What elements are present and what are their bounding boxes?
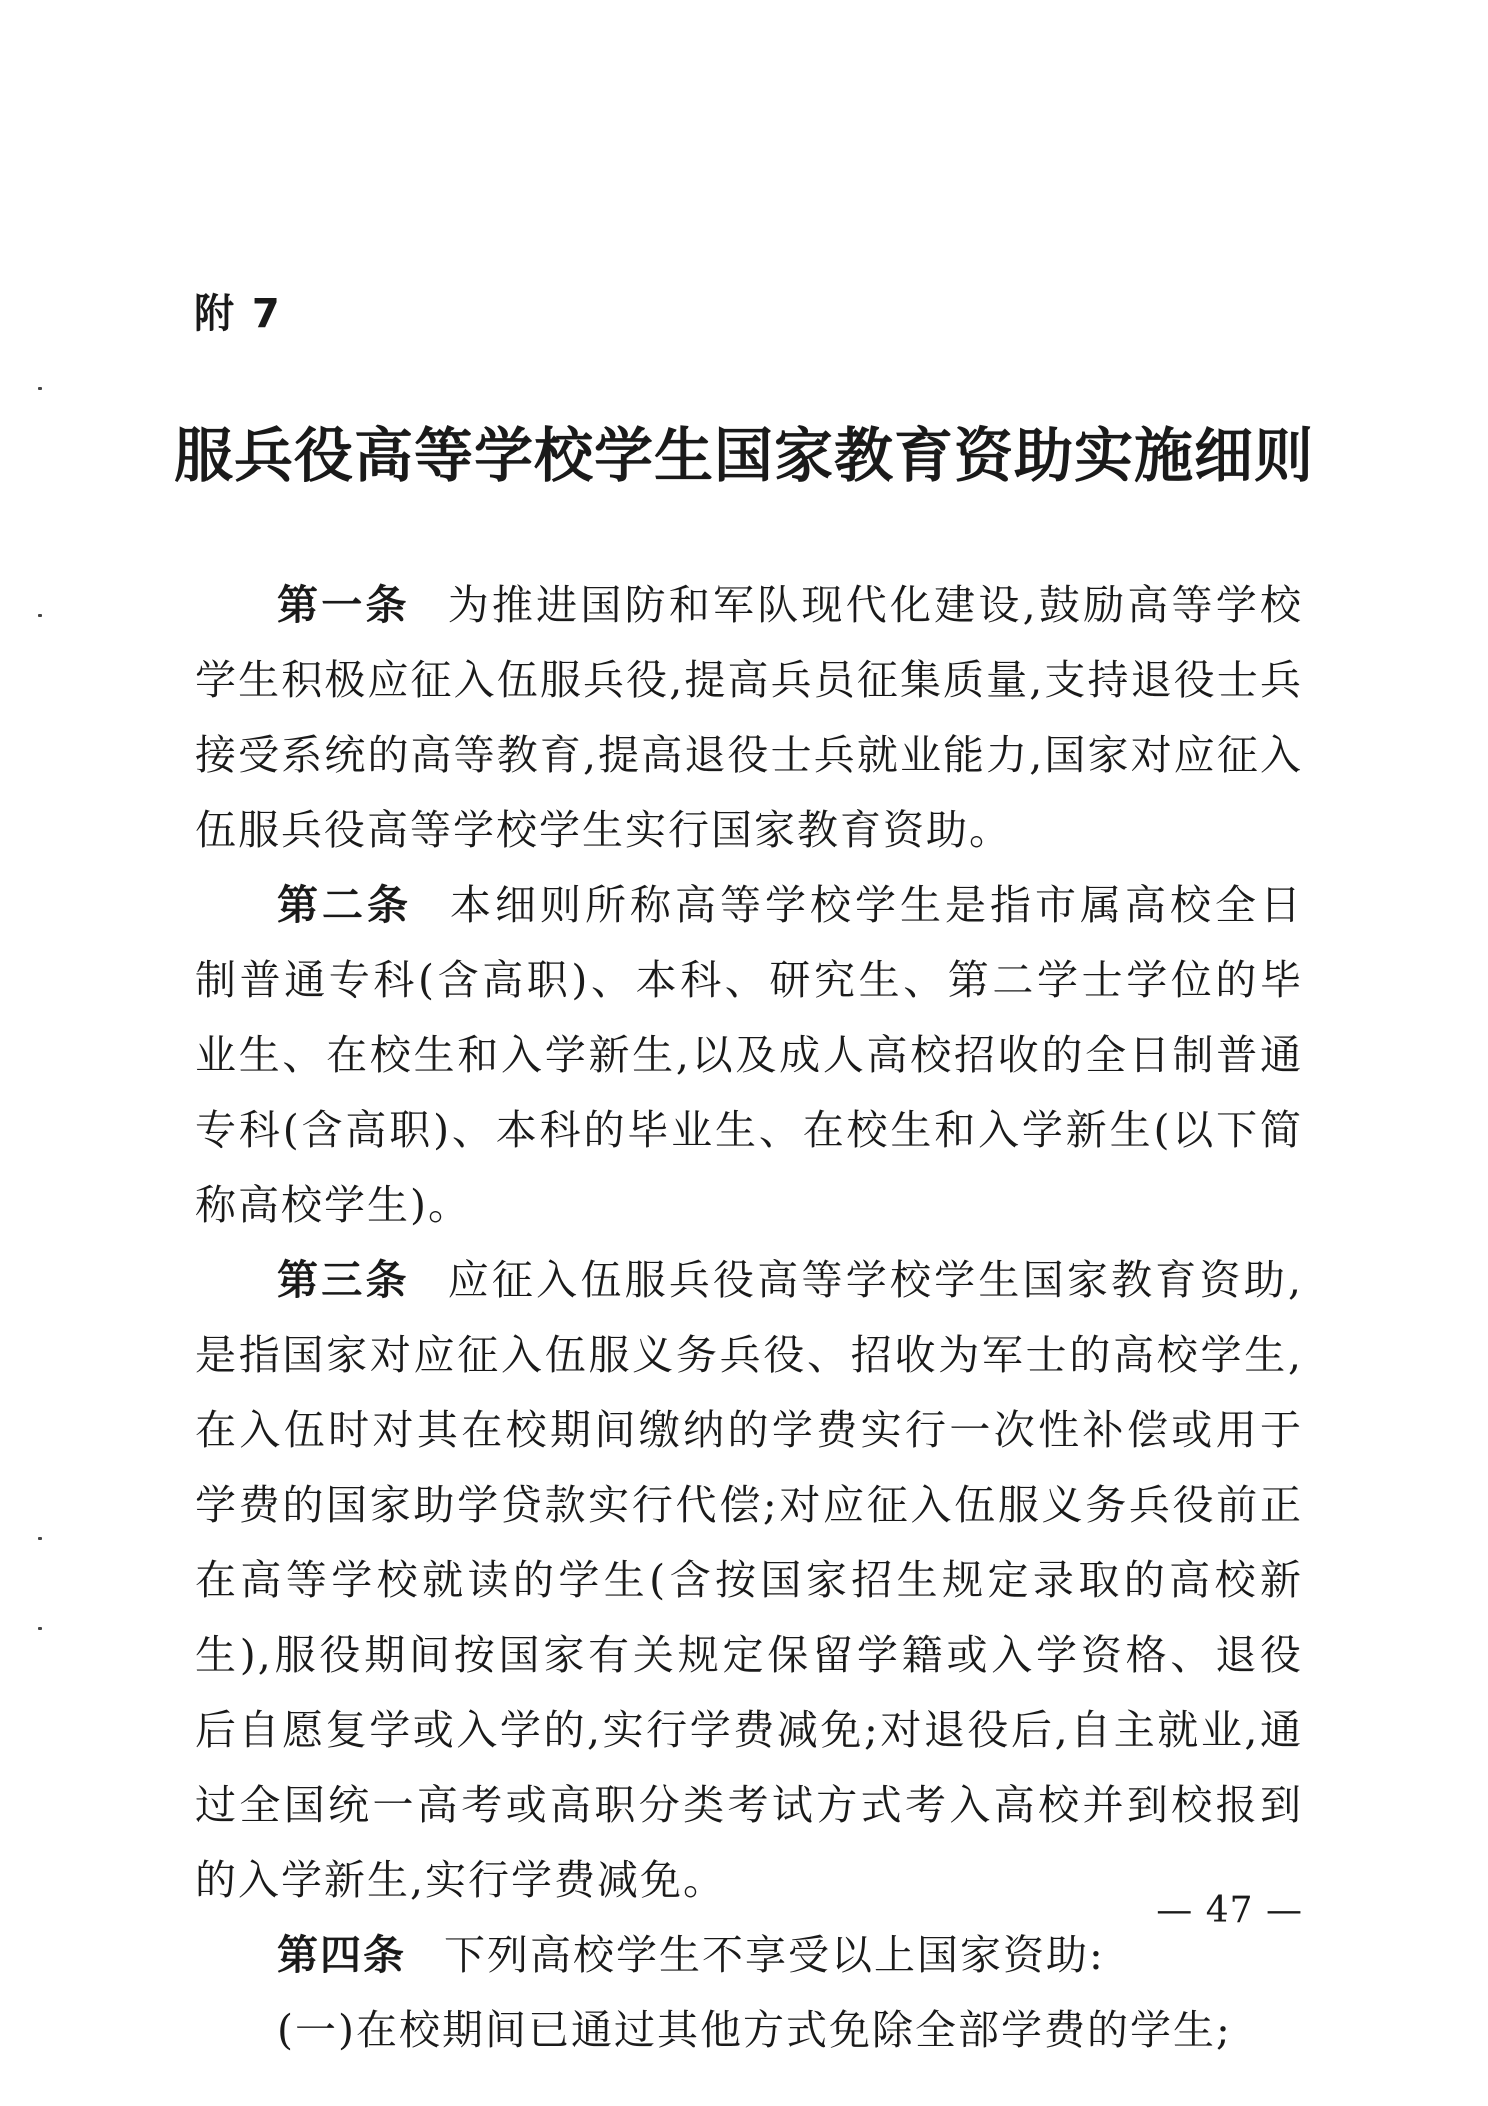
scan-mark — [38, 614, 42, 617]
attachment-label: 附 7 — [194, 291, 282, 337]
document-body — [195, 568, 1303, 2068]
scan-mark — [38, 1627, 42, 1630]
document-title: 服兵役高等学校学生国家教育资助实施细则 — [173, 421, 1314, 490]
page-number: — 47 — — [1156, 1890, 1303, 1931]
article-number: 第二条 — [277, 881, 412, 929]
list-item-paragraph — [195, 1993, 1303, 2068]
article-paragraph — [195, 568, 1303, 868]
article-paragraph — [195, 868, 1303, 1243]
article-number: 第四条 — [277, 1931, 406, 1979]
article-paragraph — [195, 1243, 1303, 1918]
article-text: 下列高校学生不享受以上国家资助: — [444, 1931, 1105, 1979]
list-item-text: (一)在校期间已通过其他方式免除全部学费的学生; — [277, 2006, 1232, 2054]
article-number: 第一条 — [277, 581, 410, 629]
article-text: 为推进国防和军队现代化建设,鼓励高等学校学生积极应征入伍服兵役,提高兵员征集质量,支持退役士兵接受系统的高等教育,提高退役士兵就业能力,国家对应征入伍服兵役高等学校学生实行国家教育资助。 — [195, 581, 1304, 854]
article-number: 第三条 — [277, 1256, 410, 1304]
article-paragraph — [195, 1918, 1303, 1993]
scan-mark — [38, 1537, 42, 1540]
scan-mark — [38, 387, 42, 390]
article-text: 本细则所称高等学校学生是指市属高校全日制普通专科(含高职)、本科、研究生、第二学士学位的毕业生、在校生和入学新生,以及成人高校招收的全日制普通专科(含高职)、本科的毕业生、在校生和入学新生(以下简称高校学生)。 — [195, 881, 1303, 1229]
article-text: 应征入伍服兵役高等学校学生国家教育资助,是指国家对应征入伍服义务兵役、招收为军士的高校学生,在入伍时对其在校期间缴纳的学费实行一次性补偿或用于学费的国家助学贷款实行代偿;对应征入伍服义务兵役前正在高等学校就读的学生(含按国家招生规定录取的高校新生),服役期间按国家有关规定保留学籍或入学资格、退役后自愿复学或入学的,实行学费减免;对退役后,自主就业,通过全国统一高考或高职分类考试方式考入高校并到校报到的入学新生,实行学费减免。 — [195, 1256, 1304, 1904]
